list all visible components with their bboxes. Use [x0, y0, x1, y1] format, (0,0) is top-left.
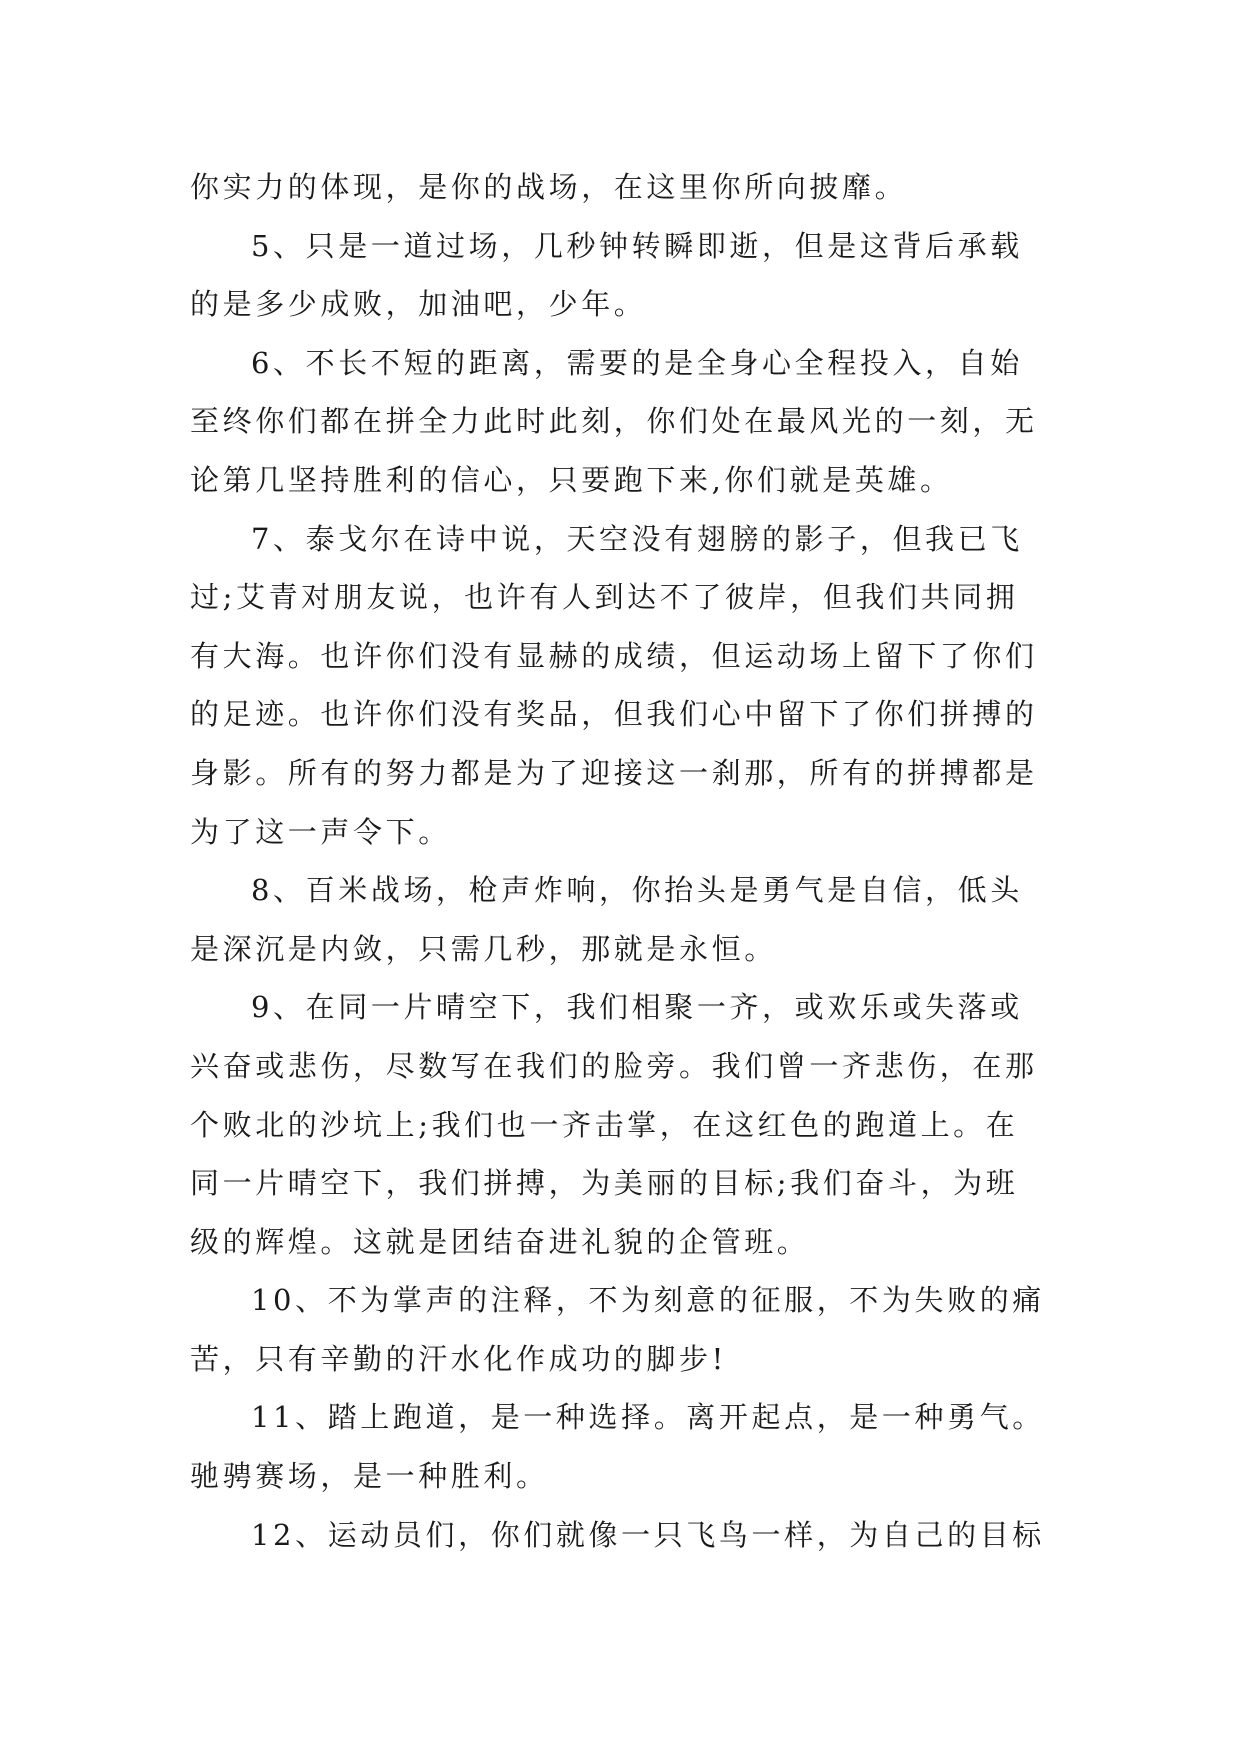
- text-line: 的足迹。也许你们没有奖品，但我们心中留下了你们拼搏的: [190, 697, 1038, 732]
- text-line: 论第几坚持胜利的信心，只要跑下来,你们就是英雄。: [190, 462, 953, 497]
- text-line: 至终你们都在拼全力此时此刻，你们处在最风光的一刻，无: [190, 404, 1038, 439]
- text-line: 同一片晴空下，我们拼搏，为美丽的目标;我们奋斗，为班: [190, 1166, 1019, 1201]
- text-line: 9、在同一片晴空下，我们相聚一齐，或欢乐或失落或: [251, 990, 1023, 1025]
- text-line: 有大海。也许你们没有显赫的成绩，但运动场上留下了你们: [190, 638, 1038, 673]
- text-line: 6、不长不短的距离，需要的是全身心全程投入，自始: [251, 345, 1023, 380]
- text-line: 11、踏上跑道，是一种选择。离开起点，是一种勇气。: [251, 1400, 1045, 1435]
- text-line: 7、泰戈尔在诗中说，天空没有翅膀的影子，但我已飞: [251, 521, 1023, 556]
- text-line: 身影。所有的努力都是为了迎接这一刹那，所有的拼搏都是: [190, 755, 1038, 790]
- text-line: 苦，只有辛勤的汗水化作成功的脚步!: [190, 1341, 727, 1376]
- text-line: 8、百米战场，枪声炸响，你抬头是勇气是自信，低头: [251, 873, 1023, 908]
- text-line: 10、不为掌声的注释，不为刻意的征服，不为失败的痛: [251, 1283, 1045, 1318]
- text-line: 兴奋或悲伤，尽数写在我们的脸旁。我们曾一齐悲伤，在那: [190, 1048, 1038, 1083]
- text-line: 5、只是一道过场，几秒钟转瞬即逝，但是这背后承载: [251, 228, 1023, 263]
- text-line: 是深沉是内敛，只需几秒，那就是永恒。: [190, 931, 777, 966]
- text-line: 你实力的体现，是你的战场，在这里你所向披靡。: [190, 170, 908, 204]
- text-line: 的是多少成败，加油吧，少年。: [190, 287, 647, 322]
- text-line: 12、运动员们，你们就像一只飞鸟一样，为自己的目标: [251, 1517, 1045, 1552]
- document-body: [190, 158, 1060, 1564]
- text-line: 驰骋赛场，是一种胜利。: [190, 1459, 549, 1494]
- text-line: 级的辉煌。这就是团结奋进礼貌的企管班。: [190, 1224, 810, 1259]
- text-line: 为了这一声令下。: [190, 814, 451, 849]
- text-line: 过;艾青对朋友说，也许有人到达不了彼岸，但我们共同拥: [190, 580, 1019, 615]
- text-line: 个败北的沙坑上;我们也一齐击掌，在这红色的跑道上。在: [190, 1107, 1019, 1142]
